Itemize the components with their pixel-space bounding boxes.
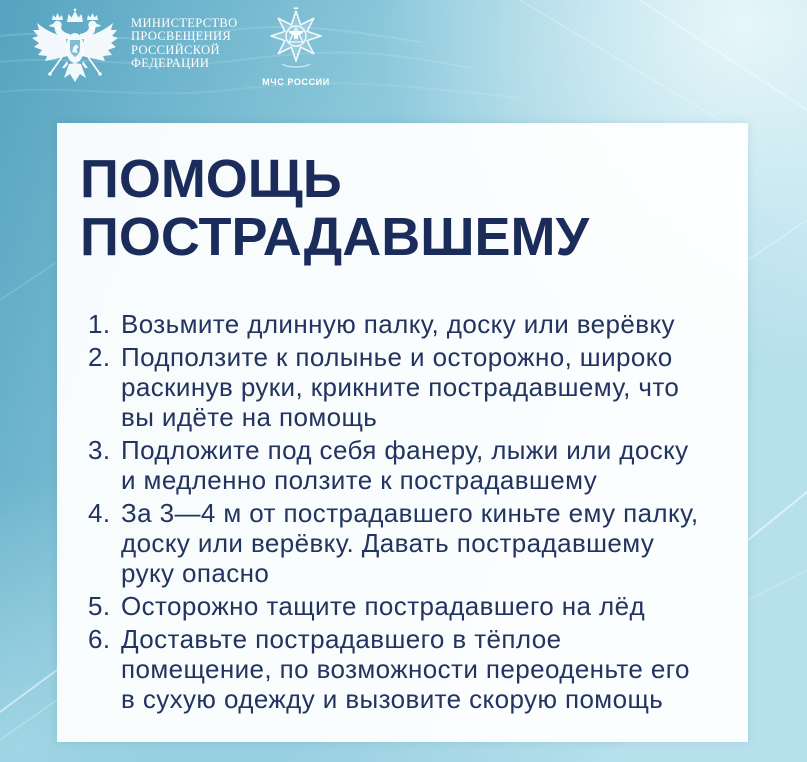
mchs-emblem-icon [268,6,324,74]
step-number: 2. [88,342,111,372]
step-item [88,342,699,432]
step-item [88,309,699,339]
instruction-card [57,123,748,742]
step-item [88,498,699,588]
steps-list [88,309,699,717]
step-item [88,591,699,621]
step-item [88,624,699,714]
page-title [80,150,589,266]
double-headed-eagle-icon [28,8,122,90]
step-text: Осторожно тащите пострадавшего на лёд [121,591,646,621]
step-text: Подложите под себя фанеру, лыжи или доску и медленно ползите к пострадавшему [121,435,689,495]
ministry-logo [28,6,258,90]
step-number: 1. [88,309,111,339]
step-text: Подползите к полынье и осторожно, широко раскинув руки, крикните пострадавшему, что вы идёте на помощь [121,342,680,432]
mchs-caption: МЧС РОССИИ [262,77,330,87]
mchs-logo [258,6,334,92]
step-number: 6. [88,624,111,654]
step-text: За 3—4 м от пострадавшего киньте ему палку, доску или верёвку. Давать пострадавшему руку опасно [121,498,699,588]
step-number: 3. [88,435,111,465]
ministry-name-line: РОССИЙСКОЙ [131,42,220,57]
ministry-name-line: ПРОСВЕЩЕНИЯ [131,29,232,44]
ministry-name [131,17,237,70]
step-number: 5. [88,591,111,621]
title-line: ПОМОЩЬ [80,149,342,209]
step-text: Возьмите длинную палку, доску или верёвку [121,309,675,339]
ministry-name-line: МИНИСТЕРСТВО [131,16,238,30]
step-number: 4. [88,498,111,528]
step-text: Доставьте пострадавшего в тёплое помещение, по возможности переоденьте его в сухую одежду и вызовите скорую помощь [121,624,690,714]
ministry-name-line: ФЕДЕРАЦИИ [131,55,210,70]
step-item [88,435,699,495]
title-line: ПОСТРАДАВШЕМУ [80,207,590,267]
